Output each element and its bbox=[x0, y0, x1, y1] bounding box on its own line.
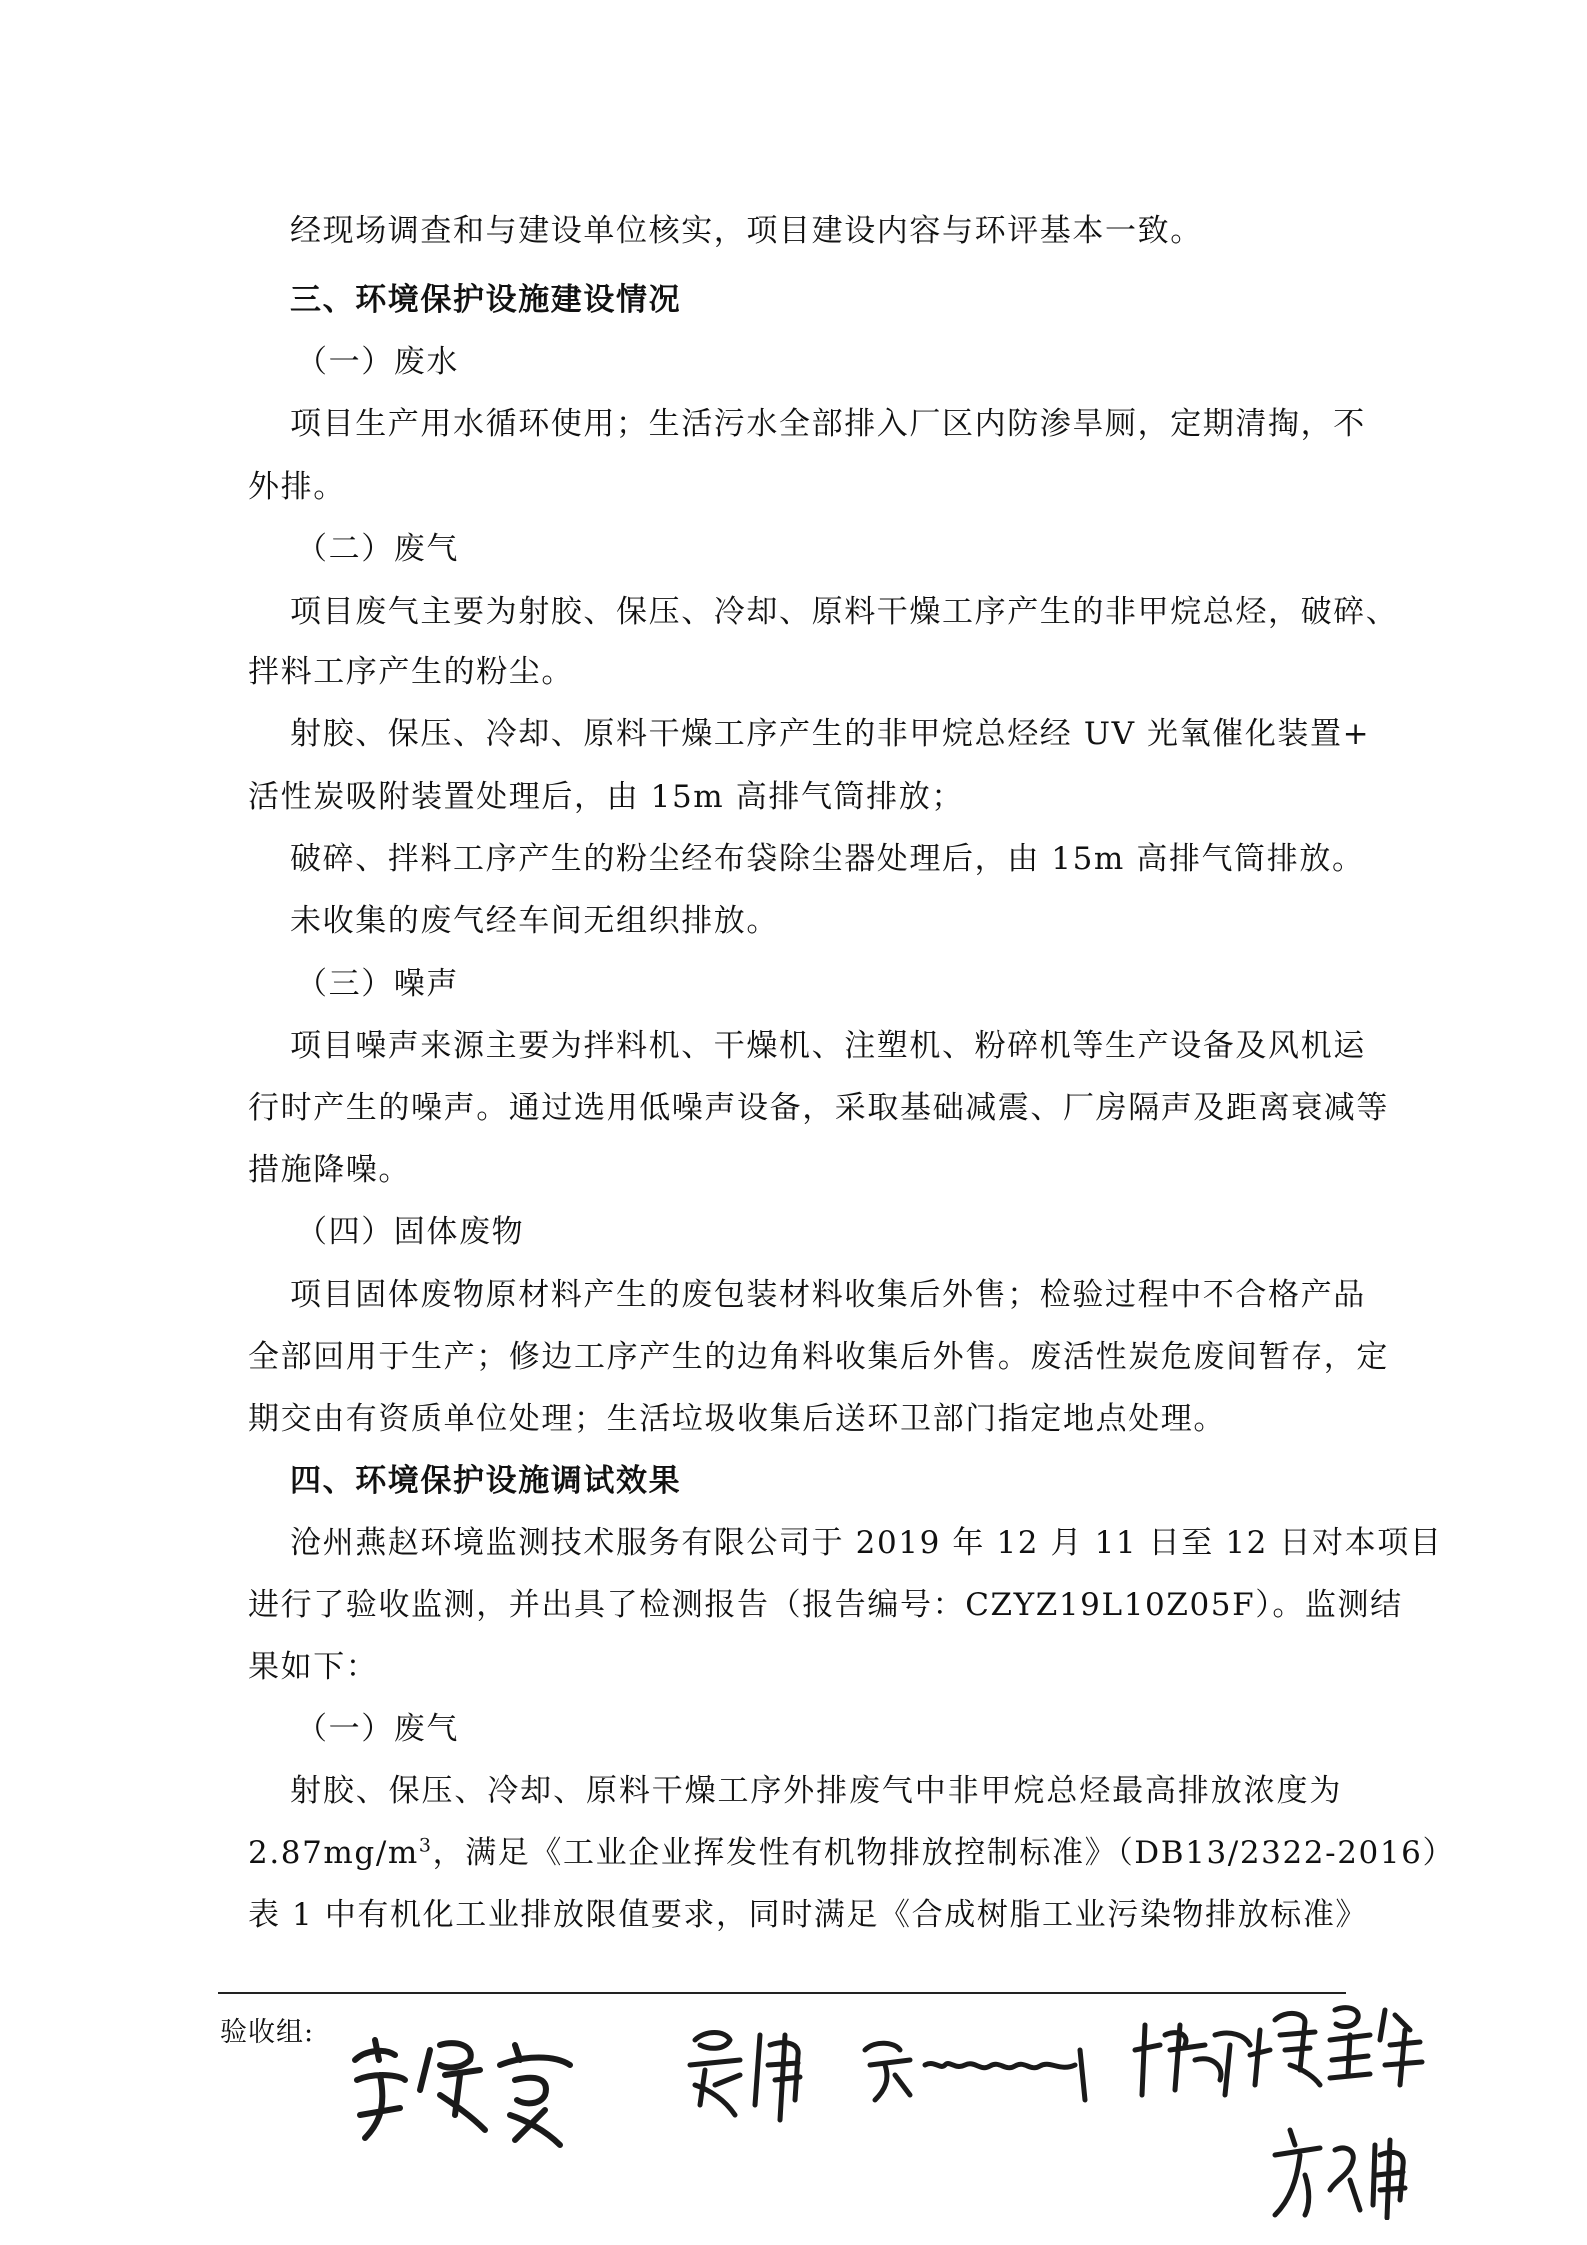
paragraph-line: 项目废气主要为射胶、保压、冷却、原料干燥工序产生的非甲烷总烃，破碎、 bbox=[290, 594, 1399, 630]
subsection-heading: （一）废气 bbox=[296, 1711, 459, 1747]
paragraph-line: 全部回用于生产；修边工序产生的边角料收集后外售。废活性炭危废间暂存，定 bbox=[248, 1339, 1389, 1375]
paragraph-line: 项目生产用水循环使用；生活污水全部排入厂区内防渗旱厕，定期清掏，不 bbox=[290, 406, 1366, 442]
signature-2 bbox=[680, 2015, 820, 2125]
section-heading: 三、环境保护设施建设情况 bbox=[290, 282, 682, 318]
paragraph-line: 期交由有资质单位处理；生活垃圾收集后送环卫部门指定地点处理。 bbox=[248, 1401, 1226, 1437]
paragraph-line: 外排。 bbox=[248, 469, 346, 505]
footer-divider bbox=[218, 1992, 1346, 1994]
subsection-heading: （二）废气 bbox=[296, 531, 459, 567]
signature-6 bbox=[1265, 2120, 1425, 2220]
paragraph-line: 拌料工序产生的粉尘。 bbox=[248, 654, 574, 690]
subsection-heading: （四）固体废物 bbox=[296, 1214, 525, 1250]
superscript: 3 bbox=[418, 1834, 433, 1857]
standard-reference: ，满足《工业企业挥发性有机物排放控制标准》（DB13/2322-2016） bbox=[432, 1835, 1456, 1871]
paragraph-line: 表 1 中有机化工业排放限值要求，同时满足《合成树脂工业污染物排放标准》 bbox=[248, 1897, 1369, 1933]
subsection-heading: （三）噪声 bbox=[296, 966, 459, 1002]
paragraph-line: 破碎、拌料工序产生的粉尘经布袋除尘器处理后，由 15m 高排气筒排放。 bbox=[290, 841, 1365, 877]
paragraph-line: 项目噪声来源主要为拌料机、干燥机、注塑机、粉碎机等生产设备及风机运 bbox=[290, 1028, 1366, 1064]
concentration-value: 2.87mg/m bbox=[248, 1835, 419, 1871]
signature-1 bbox=[345, 2020, 605, 2150]
paragraph-line: 活性炭吸附装置处理后，由 15m 高排气筒排放； bbox=[248, 779, 964, 815]
paragraph-line: 项目固体废物原材料产生的废包装材料收集后外售；检验过程中不合格产品 bbox=[290, 1277, 1366, 1313]
paragraph-line: 果如下： bbox=[248, 1649, 379, 1685]
paragraph-line: 沧州燕赵环境监测技术服务有限公司于 2019 年 12 月 11 日至 12 日对本项目 bbox=[290, 1525, 1443, 1561]
signature-5 bbox=[1260, 1990, 1430, 2090]
paragraph-line: 行时产生的噪声。通过选用低噪声设备，采取基础减震、厂房隔声及距离衰减等 bbox=[248, 1090, 1389, 1126]
paragraph-line: 射胶、保压、冷却、原料干燥工序产生的非甲烷总烃经 UV 光氧催化装置+ bbox=[290, 716, 1371, 752]
signature-4 bbox=[1130, 2005, 1280, 2105]
paragraph-line: 措施降噪。 bbox=[248, 1152, 411, 1188]
paragraph-line bbox=[248, 1831, 1456, 1875]
paragraph-line: 进行了验收监测，并出具了检测报告（报告编号：CZYZ19L10Z05F）。监测结 bbox=[248, 1587, 1403, 1623]
section-heading: 四、环境保护设施调试效果 bbox=[290, 1463, 682, 1499]
paragraph-line: 经现场调查和与建设单位核实，项目建设内容与环评基本一致。 bbox=[290, 213, 1203, 249]
paragraph-line: 射胶、保压、冷却、原料干燥工序外排废气中非甲烷总烃最高排放浓度为 bbox=[290, 1773, 1342, 1809]
paragraph-line: 未收集的废气经车间无组织排放。 bbox=[290, 903, 779, 939]
acceptance-group-label: 验收组: bbox=[220, 2017, 315, 2048]
subsection-heading: （一）废水 bbox=[296, 344, 459, 380]
signature-3 bbox=[855, 2030, 1095, 2110]
